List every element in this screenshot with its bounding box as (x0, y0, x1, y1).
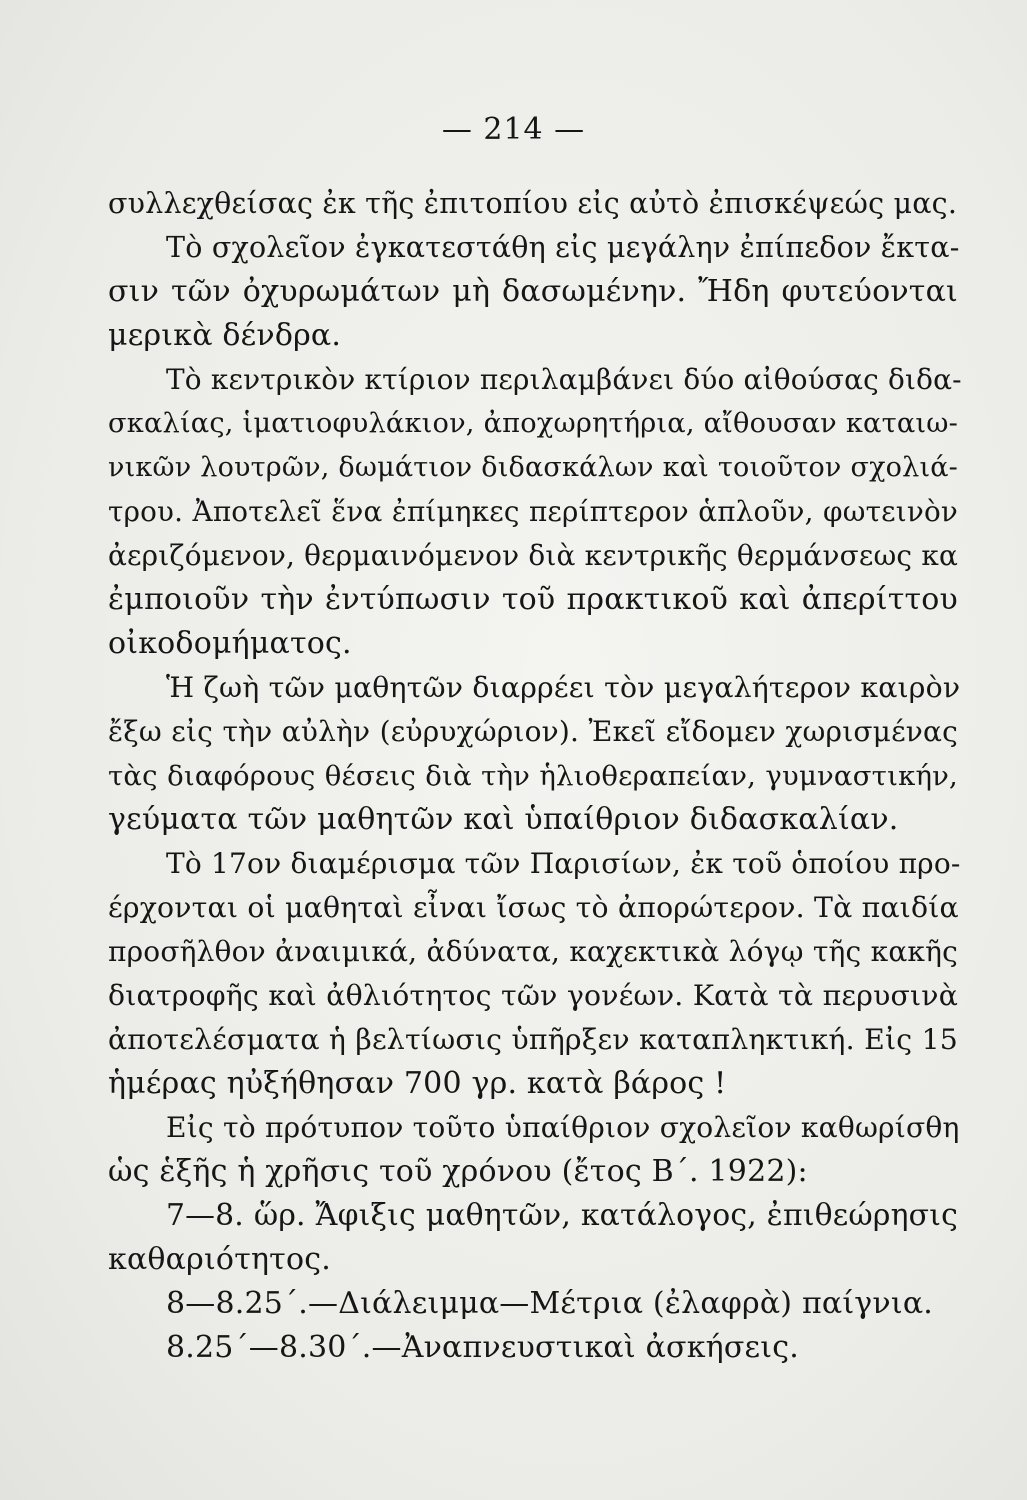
text-line: ἡμέρας ηὐξήθησαν 700 γρ. κατὰ βάρος ! (108, 1066, 727, 1101)
text-line: ἔξω εἰς τὴν αὐλὴν (εὐρυχώριον). Ἐκεῖ εἴδομεν χωρισμένας (108, 715, 958, 748)
text-line: Τὸ κεντρικὸν κτίριον περιλαμβάνει δύο αἰθούσας διδα- (166, 363, 962, 396)
text-line: οἰκοδομήματος. (108, 626, 352, 661)
text-line: γεύματα τῶν μαθητῶν καὶ ὑπαίθριον διδασκαλίαν. (108, 802, 899, 837)
text-line: Τὸ σχολεῖον ἐγκατεστάθη εἰς μεγάλην ἐπίπεδον ἔκτα- (166, 231, 960, 264)
body-text (108, 182, 962, 1370)
text-line: 7—8. ὥρ. Ἄφιξις μαθητῶν, κατάλογος, ἐπιθεώρησις (166, 1198, 958, 1233)
text-line: ὡς ἑξῆς ἡ χρῆσις τοῦ χρόνου (ἔτος Β΄. 1922): (108, 1154, 808, 1189)
text-line: σκαλίας, ἱματιοφυλάκιον, ἀποχωρητήρια, αἴθουσαν καταιω- (108, 408, 958, 439)
text-line: τρου. Ἀποτελεῖ ἕνα ἐπίμηκες περίπτερον ἁπλοῦν, φωτεινὸν (108, 495, 958, 528)
text-line: Ἡ ζωὴ τῶν μαθητῶν διαρρέει τὸν μεγαλήτερον καιρὸν (166, 671, 961, 704)
text-line: σιν τῶν ὀχυρωμάτων μὴ δασωμένην. Ἤδη φυτεύονται (108, 274, 958, 309)
text-line: έρχονται οἱ μαθηταὶ εἶναι ἴσως τὸ ἀπορώτερον. Τὰ παιδία (108, 891, 959, 924)
text-line: νικῶν λουτρῶν, δωμάτιον διδασκάλων καὶ τοιοῦτον σχολιά- (108, 452, 958, 483)
text-line: διατροφῆς καὶ ἀθλιότητος τῶν γονέων. Κατὰ τὰ περυσινὰ (108, 979, 958, 1012)
text-line: συλλεχθείσας ἐκ τῆς ἐπιτοπίου εἰς αὐτὸ ἐπισκέψεώς μας. (108, 187, 958, 220)
text-line: καθαριότητος. (108, 1242, 331, 1277)
text-line: ἀεριζόμενον, θερμαινόμενον διὰ κεντρικῆς θερμάνσεως κα (108, 539, 958, 572)
text-line: 8.25΄—8.30΄.—Ἀναπνευστικαὶ ἀσκήσεις. (166, 1330, 799, 1365)
text-line: ἀποτελέσματα ἡ βελτίωσις ὑπῆρξεν καταπληκτική. Εἰς 15 (108, 1023, 958, 1056)
text-line: τὰς διαφόρους θέσεις διὰ τὴν ἡλιοθεραπείαν, γυμναστικήν, (108, 760, 958, 792)
text-line: ἐμποιοῦν τὴν ἐντύπωσιν τοῦ πρακτικοῦ καὶ ἀπερίττου (108, 582, 958, 617)
text-line: Τὸ 17ον διαμέρισμα τῶν Παρισίων, ἐκ τοῦ ὁποίου προ- (166, 847, 961, 880)
text-line: μερικὰ δένδρα. (108, 318, 342, 353)
page-number: — 214 — (441, 112, 586, 147)
text-line: προσῆλθον ἀναιμικά, ἀδύνατα, καχεκτικὰ λόγῳ τῆς κακῆς (108, 935, 958, 968)
text-line: 8—8.25΄.—Διάλειμμα—Μέτρια (ἐλαφρὰ) παίγνια. (166, 1286, 934, 1321)
text-line: Εἰς τὸ πρότυπον τοῦτο ὑπαίθριον σχολεῖον καθωρίσθη (166, 1111, 960, 1144)
